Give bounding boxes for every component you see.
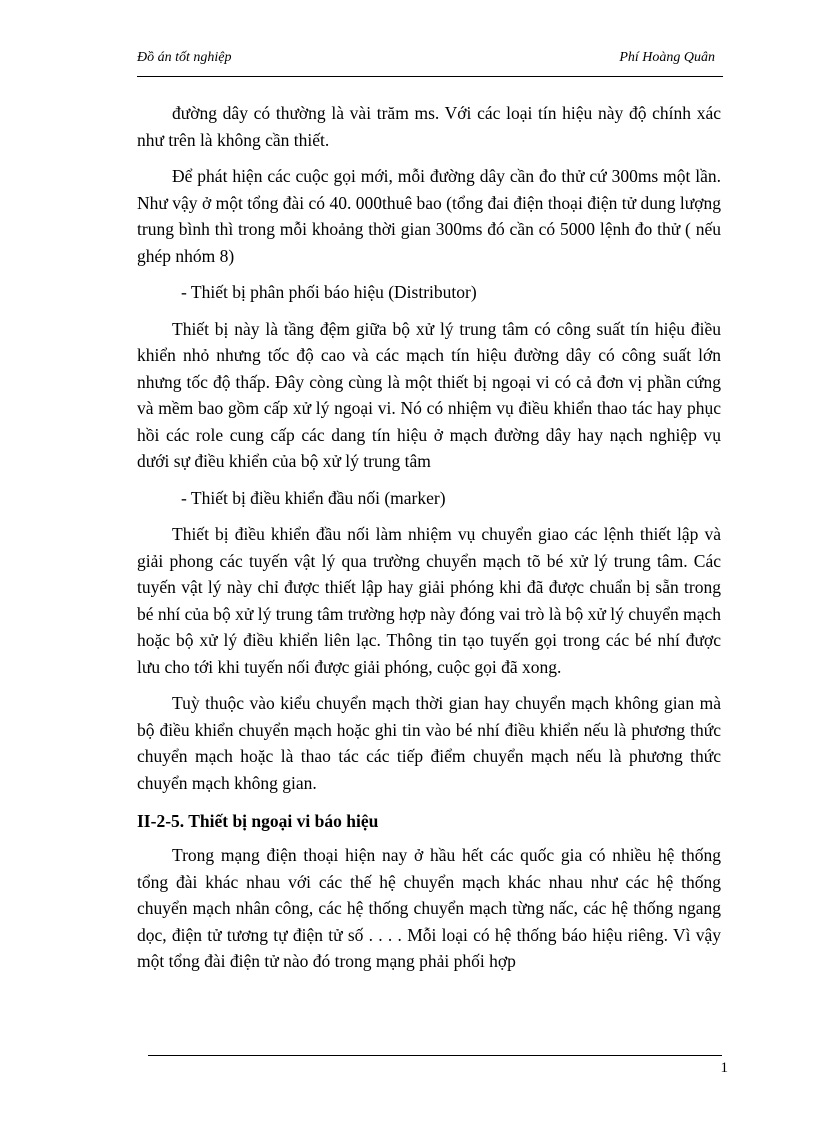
page-number: 1 xyxy=(720,1060,728,1076)
paragraph-distributor: Thiết bị này là tầng đệm giữa bộ xử lý trung tâm có công suất tín hiệu điều khiển nhỏ nhưng tốc độ cao và các mạch tín hiệu đường dây có công suất lớn nhưng tốc độ thấp. Đây còng cùng là một thiết bị ngoại vi có cả đơn vị phần cứng và mềm bao gồm cấp xử lý ngoại vi. Nó có nhiệm vụ điều khiển thao tác hay phục hồi các role cung cấp các dang tín hiệu ở mạch đường dây hay nạch nghiệp vụ dưới sự điều khiển của bộ xử lý trung tâm xyxy=(137,318,721,471)
paragraph-signaling: Trong mạng điện thoại hiện nay ở hầu hết các quốc gia có nhiều hệ thống tổng đài khác nhau với các thế hệ chuyển mạch khác nhau như các hệ thống chuyển mạch nhân công, các hệ thống chuyển mạch từng nấc, các hệ thống ngang dọc, điện tử tương tự điện tử số . . . . Mỗi loại có hệ thống báo hiệu riêng. Vì vậy một tổng đài điện tử nào đó trong mạng phải phối hợp xyxy=(137,845,721,971)
bullet-distributor: - Thiết bị phân phối báo hiệu (Distributor) xyxy=(181,282,477,302)
paragraph-call-detection: Để phát hiện các cuộc gọi mới, mỗi đường dây cần đo thử cứ 300ms một lần. Như vậy ở một tổng đài có 40. 000thuê bao (tổng đai điện thoại điện tử dung lượng trung bình thì trong mỗi khoảng thời gian 300ms đó cần có 5000 lệnh đo thử ( nếu ghép nhóm 8) xyxy=(137,166,721,266)
paragraph-switching-mode: Tuỳ thuộc vào kiểu chuyển mạch thời gian hay chuyển mạch không gian mà bộ điều khiển chuyển mạch hoặc ghi tin vào bé nhí điều khiển nếu là phương thức chuyển mạch hoặc là thao tác các tiếp điểm chuyển mạch nếu là phương thức chuyển mạch không gian. xyxy=(137,693,721,793)
page-header xyxy=(137,50,723,74)
bullet-marker: - Thiết bị điều khiển đầu nối (marker) xyxy=(181,487,446,508)
header-document-title: Đồ án tốt nghiệp xyxy=(137,50,232,65)
paragraph-marker: Thiết bị điều khiển đầu nối làm nhiệm vụ chuyển giao các lệnh thiết lập và giải phong các tuyến vật lý qua trường chuyển mạch tõ bé xử lý trung tâm. Các tuyến vật lý này chỉ được thiết lập hay giải phóng khi đã được chuẩn bị sẵn trong bé nhí của bộ xử lý trung tâm trường hợp này đóng vai trò là bộ xử lý chuyển mạch hoặc bộ xử lý điều khiển liên lạc. Thông tin tạo tuyến gọi trong các bé nhí được lưu cho tới khi tuyến nối được giải phóng, cuộc gọi đã xong. xyxy=(137,524,721,677)
page-body xyxy=(137,100,721,985)
footer-divider xyxy=(148,1055,722,1056)
paragraph-continuation: đường dây có thường là vài trăm ms. Với các loại tín hiệu này độ chính xác như trên là không cần thiết. xyxy=(137,103,721,150)
header-divider xyxy=(137,76,723,77)
section-heading: II-2-5. Thiết bị ngoại vi báo hiệu xyxy=(137,811,379,831)
header-author-name: Phí Hoàng Quân xyxy=(619,50,715,65)
